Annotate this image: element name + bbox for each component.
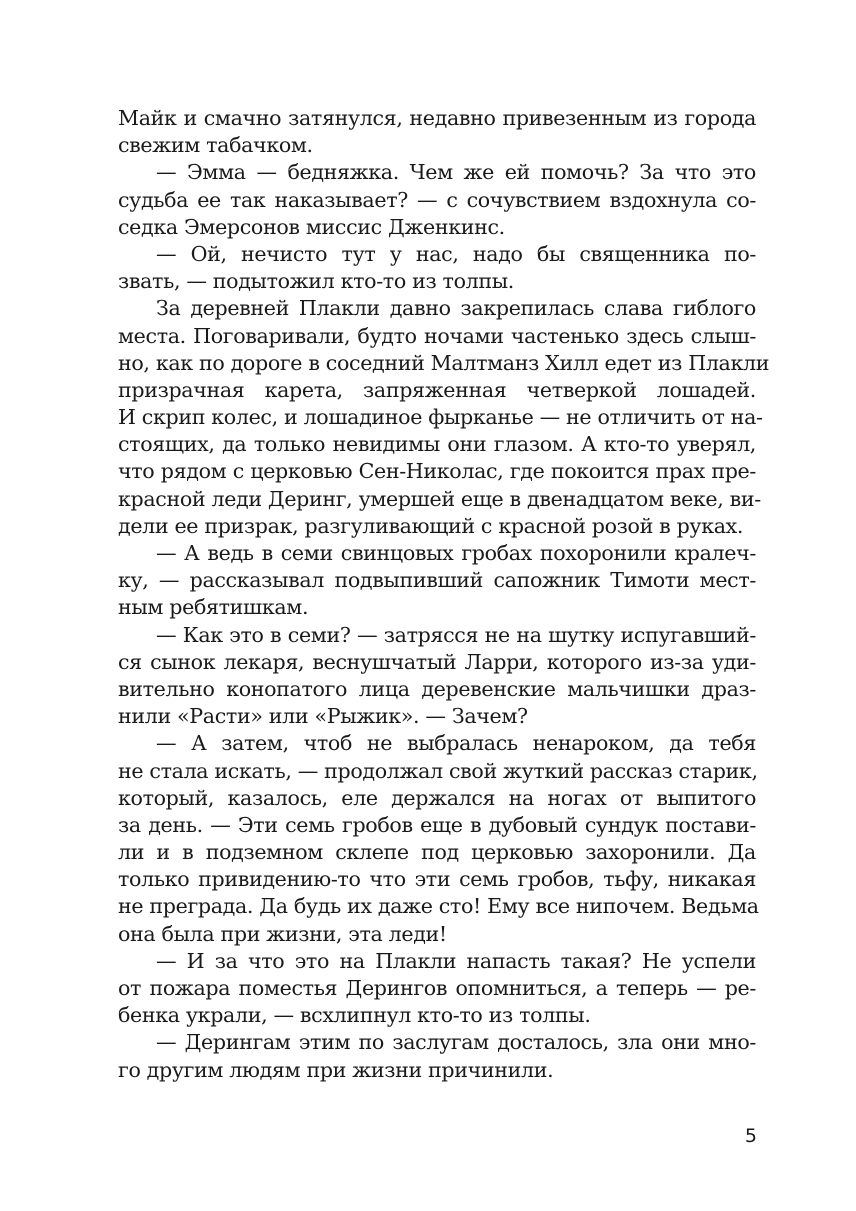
text-line: — Ой, нечисто тут у нас, надо бы священника по- (156, 241, 756, 266)
text-line: от пожара поместья Дерингов опомниться, а теперь — ре- (118, 976, 756, 1000)
body-text (118, 105, 770, 1084)
text-line: красной леди Деринг, умершей еще в двенадцатом веке, ви- (118, 486, 761, 511)
text-line: — А ведь в семи свинцовых гробах похоронили кралеч- (156, 541, 756, 565)
text-line: свежим табачком. (118, 133, 313, 158)
text-line: стоящих, да только невидимы они глазом. А кто-то уверял, (118, 432, 756, 457)
text-line: За деревней Плакли давно закрепилась слава гиблого (156, 296, 756, 321)
text-line: но, как по дороге в соседний Малтманз Хилл едет из Плакли (118, 350, 770, 375)
text-line: места. Поговаривали, будто ночами частенько здесь слыш- (118, 323, 756, 348)
text-line: она была при жизни, эта леди! (118, 921, 447, 946)
text-line: — Эмма — бедняжка. Чем же ей помочь? За что это (156, 160, 756, 185)
text-line: нили «Расти» или «Рыжик». — Зачем? (118, 704, 528, 729)
text-line: — Как это в семи? — затрясся не на шутку испугавший- (156, 622, 756, 647)
text-line: — А затем, чтоб не выбралась ненароком, да тебя (156, 731, 756, 756)
text-line: призрачная карета, запряженная четверкой лошадей. (118, 377, 756, 402)
text-line: бенка украли, — всхлипнул кто-то из толпы. (118, 1003, 591, 1028)
text-line: не стала искать, — продолжал свой жуткий рассказ старик, (118, 758, 758, 783)
text-line: ным ребятишкам. (118, 595, 309, 620)
text-line: что рядом с церковью Сен-Николас, где покоится прах пре- (118, 459, 756, 484)
page-number: 5 (744, 1125, 757, 1147)
text-line: который, казалось, еле держался на ногах от выпитого (118, 785, 756, 810)
text-line: — Дерингам этим по заслугам досталось, зла они мно- (156, 1030, 756, 1055)
text-line: Майк и смачно затянулся, недавно привезенным из города (118, 106, 756, 130)
text-line: только привидению-то что эти семь гробов, тьфу, никакая (118, 867, 756, 892)
text-line: судьба ее так наказывает? — с сочувствием вздохнула со- (118, 187, 756, 212)
text-line: И скрип колес, и лошадиное фырканье — не отличить от на- (118, 405, 763, 430)
text-line: — И за что это на Плакли напасть такая? Не успели (156, 948, 756, 973)
text-line: звать, — подытожил кто-то из толпы. (118, 269, 514, 294)
text-line: дели ее призрак, разгуливающий с красной розой в руках. (118, 513, 744, 538)
text-line: не преграда. Да будь их даже сто! Ему все нипочем. Ведьма (118, 894, 759, 919)
text-line: го другим людям при жизни причинили. (118, 1057, 554, 1082)
text-line: за день. — Эти семь гробов еще в дубовый сундук постави- (118, 812, 756, 837)
text-line: ся сынок лекаря, веснушчатый Ларри, которого из-за уди- (118, 649, 756, 674)
text-line: ку, — рассказывал подвыпивший сапожник Тимоти мест- (118, 568, 756, 593)
text-line: седка Эмерсонов миссис Дженкинс. (118, 214, 505, 239)
text-line: ли и в подземном склепе под церковью захоронили. Да (118, 840, 756, 865)
text-line: вительно конопатого лица деревенские мальчишки драз- (118, 676, 756, 701)
